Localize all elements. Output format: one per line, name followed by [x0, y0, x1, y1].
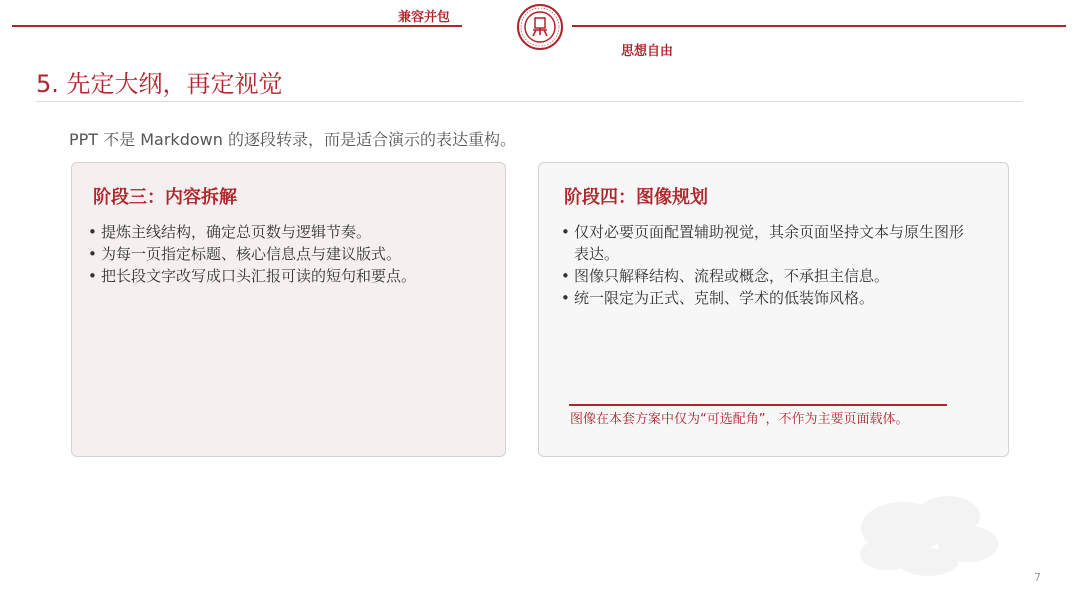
bullet-item: • 仅对必要页面配置辅助视觉，其余页面坚持文本与原生图形表达。: [561, 221, 966, 265]
bullet-list: [561, 221, 966, 309]
card-title: 阶段三：内容拆解: [93, 187, 237, 208]
card-title: 阶段四：图像规划: [564, 187, 708, 208]
card-note: 图像在本套方案中仅为“可选配角”，不作为主要页面载体。: [570, 412, 909, 427]
slide-subtitle: PPT 不是 Markdown 的逐段转录，而是适合演示的表达重构。: [69, 130, 516, 149]
bullet-item: • 把长段文字改写成口头汇报可读的短句和要点。: [88, 265, 483, 287]
header-rule-right: [572, 25, 1066, 27]
motto-right: 思想自由: [621, 44, 674, 59]
bullet-item: • 统一限定为正式、克制、学术的低装饰风格。: [561, 287, 966, 309]
watermark-cloud-icon: [848, 478, 1008, 578]
note-divider: [569, 404, 947, 406]
motto-left: 兼容并包: [398, 10, 451, 25]
stage-three-card: [71, 162, 506, 457]
bullet-item: • 提炼主线结构，确定总页数与逻辑节奏。: [88, 221, 483, 243]
header-rule-left: [12, 25, 462, 27]
page-number: 7: [1034, 571, 1041, 584]
title-divider: [36, 101, 1022, 102]
bullet-item: • 为每一页指定标题、核心信息点与建议版式。: [88, 243, 483, 265]
bullet-list: [88, 221, 483, 287]
bullet-item: • 图像只解释结构、流程或概念，不承担主信息。: [561, 265, 966, 287]
university-emblem-icon: [516, 3, 564, 51]
slide-title: 5. 先定大纲，再定视觉: [36, 70, 283, 98]
stage-four-card: [538, 162, 1009, 457]
